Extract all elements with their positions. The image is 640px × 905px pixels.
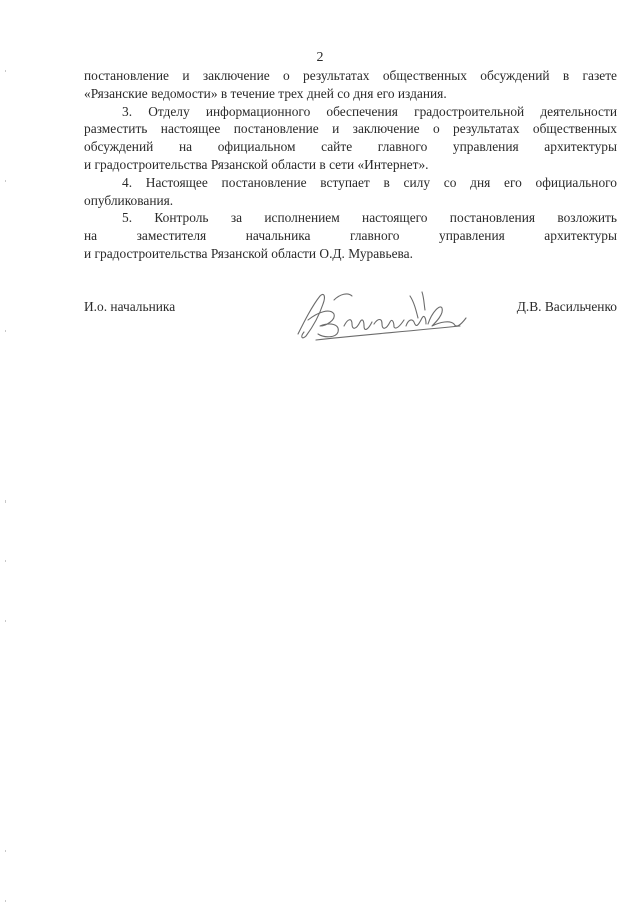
page-number: 2 [316,50,324,65]
handwritten-signature [290,282,475,348]
text-line: опубликования. [84,192,174,208]
text-line: на заместителя начальника главного управления архитектуры [84,228,617,244]
scan-edge-marks [4,0,7,905]
paragraph-5 [84,209,617,262]
text-line: и градостроительства Рязанской области в сети «Интернет». [84,156,429,172]
signatory-title: И.о. начальника [84,299,176,314]
paragraph-continuation [84,67,617,103]
document-body [84,67,617,263]
text-line: разместить настоящее постановление и заключение о результатах общественных [84,121,617,137]
paragraph-4 [84,174,617,210]
text-line: обсуждений на официальном сайте главного управления архитектуры [84,139,617,155]
text-line: «Рязанские ведомости» в течение трех дней со дня его издания. [84,85,447,101]
signatory-name: Д.В. Васильченко [516,299,617,314]
text-line: 5. Контроль за исполнением настоящего постановления возложить [122,210,617,226]
text-line: постановление и заключение о результатах общественных обсуждений в газете [84,68,617,83]
text-line: и градостроительства Рязанской области О.Д. Муравьева. [84,245,413,261]
paragraph-3 [84,103,617,174]
text-line: 3. Отделу информационного обеспечения градостроительной деятельности [122,103,617,119]
text-line: 4. Настоящее постановление вступает в силу со дня его официального [122,174,617,190]
